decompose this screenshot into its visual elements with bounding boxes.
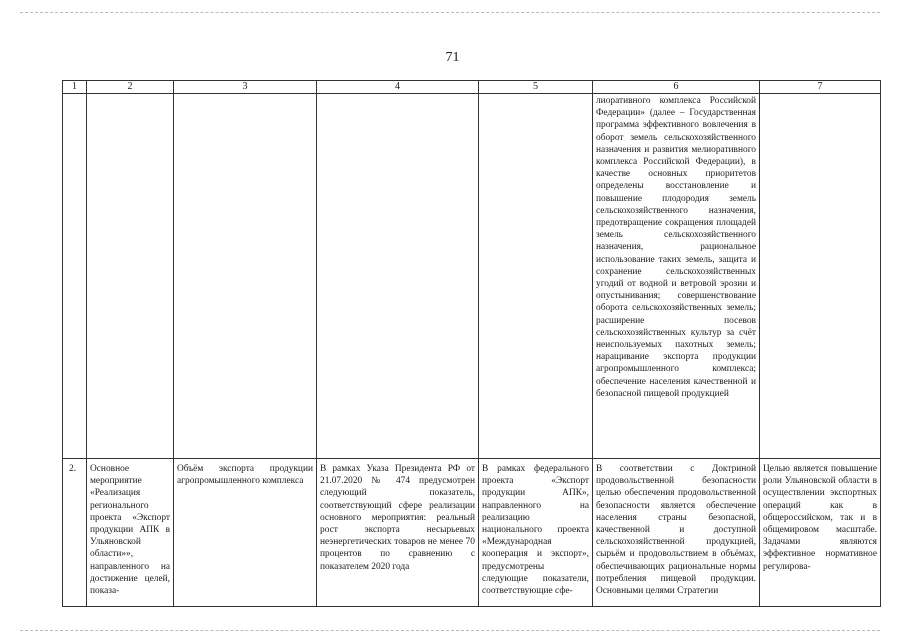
table-cell [174, 94, 317, 459]
table-cell [317, 94, 479, 459]
column-header: 1 [63, 81, 87, 94]
page-number: 71 [445, 50, 460, 65]
column-header: 6 [593, 81, 760, 94]
table-cell [479, 94, 593, 459]
column-header: 3 [174, 81, 317, 94]
table-cell-indicator: Объём экспорта продукции агропромышленного комплекса [174, 459, 317, 607]
table-cell-priorities: лиоративного комплекса Российской Федерации» (далее – Государственная программа эффективного вовлечения в оборот земель сельскохозяйственного назначения и развития мелиоративного комплекса Российской Федерации), в качестве основных приоритетов определены восстановление и повышение плодородия земель сельскохозяйственного назначения, предотвращение сокращения площадей земель сельскохозяйственного назначения, рациональное использование таких земель, защита и сохранение сельскохозяйственных угодий от водной и ветровой эрозии и опустынивания; совершенствование оборота сельскохозяйственных земель; расширение посевов сельскохозяйственных культур за счёт неиспользуемых пахотных земель; наращивание экспорта продукции агропромышленного комплекса; обеспечение населения качественной и безопасной пищевой продукцией [593, 94, 760, 459]
document-table [62, 80, 881, 607]
table-cell-federal-project: В рамках федерального проекта «Экспорт продукции АПК», направленного на реализацию национального проекта «Международная кооперация и экспорт», предусмотрены следующие показатели, соответствующие сфе- [479, 459, 593, 607]
table-row-2 [63, 459, 881, 607]
table-row-continuation [63, 94, 881, 459]
column-header: 7 [760, 81, 881, 94]
table-header-row [63, 81, 881, 94]
table-cell-doctrine: В соответствии с Доктриной продовольственной безопасности целью обеспечения продовольственной безопасности является обеспечение населения страны безопасной, качественной и доступной сельскохозяйственной продукцией, сырьём и продовольствием в объёмах, обеспечивающих рациональные нормы потребления пищевой продукции. Основными целями Стратегии [593, 459, 760, 607]
table-cell [63, 94, 87, 459]
column-header: 2 [87, 81, 174, 94]
column-header: 5 [479, 81, 593, 94]
column-header: 4 [317, 81, 479, 94]
table-cell-measure: Основное мероприятие «Реализация регионального проекта «Экспорт продукции АПК в Ульяновской области»», направленного на достижение целей, показа- [87, 459, 174, 607]
scan-edge-top [20, 12, 880, 13]
table-cell [760, 94, 881, 459]
scan-edge-bottom [20, 630, 880, 631]
row-number: 2. [63, 459, 87, 607]
table-cell-decree: В рамках Указа Президента РФ от 21.07.2020 № 474 предусмотрен следующий показатель, соответствующий сфере реализации основного мероприятия: реальный рост экспорта несырьевых неэнергетических товаров не менее 70 процентов по сравнению с показателем 2020 года [317, 459, 479, 607]
table-cell [87, 94, 174, 459]
table-cell-goal: Целью является повышение роли Ульяновской области в осуществлении экспортных операций как в общероссийском, так и в общемировом масштабе. Задачами являются эффективное нормативное регулирова- [760, 459, 881, 607]
